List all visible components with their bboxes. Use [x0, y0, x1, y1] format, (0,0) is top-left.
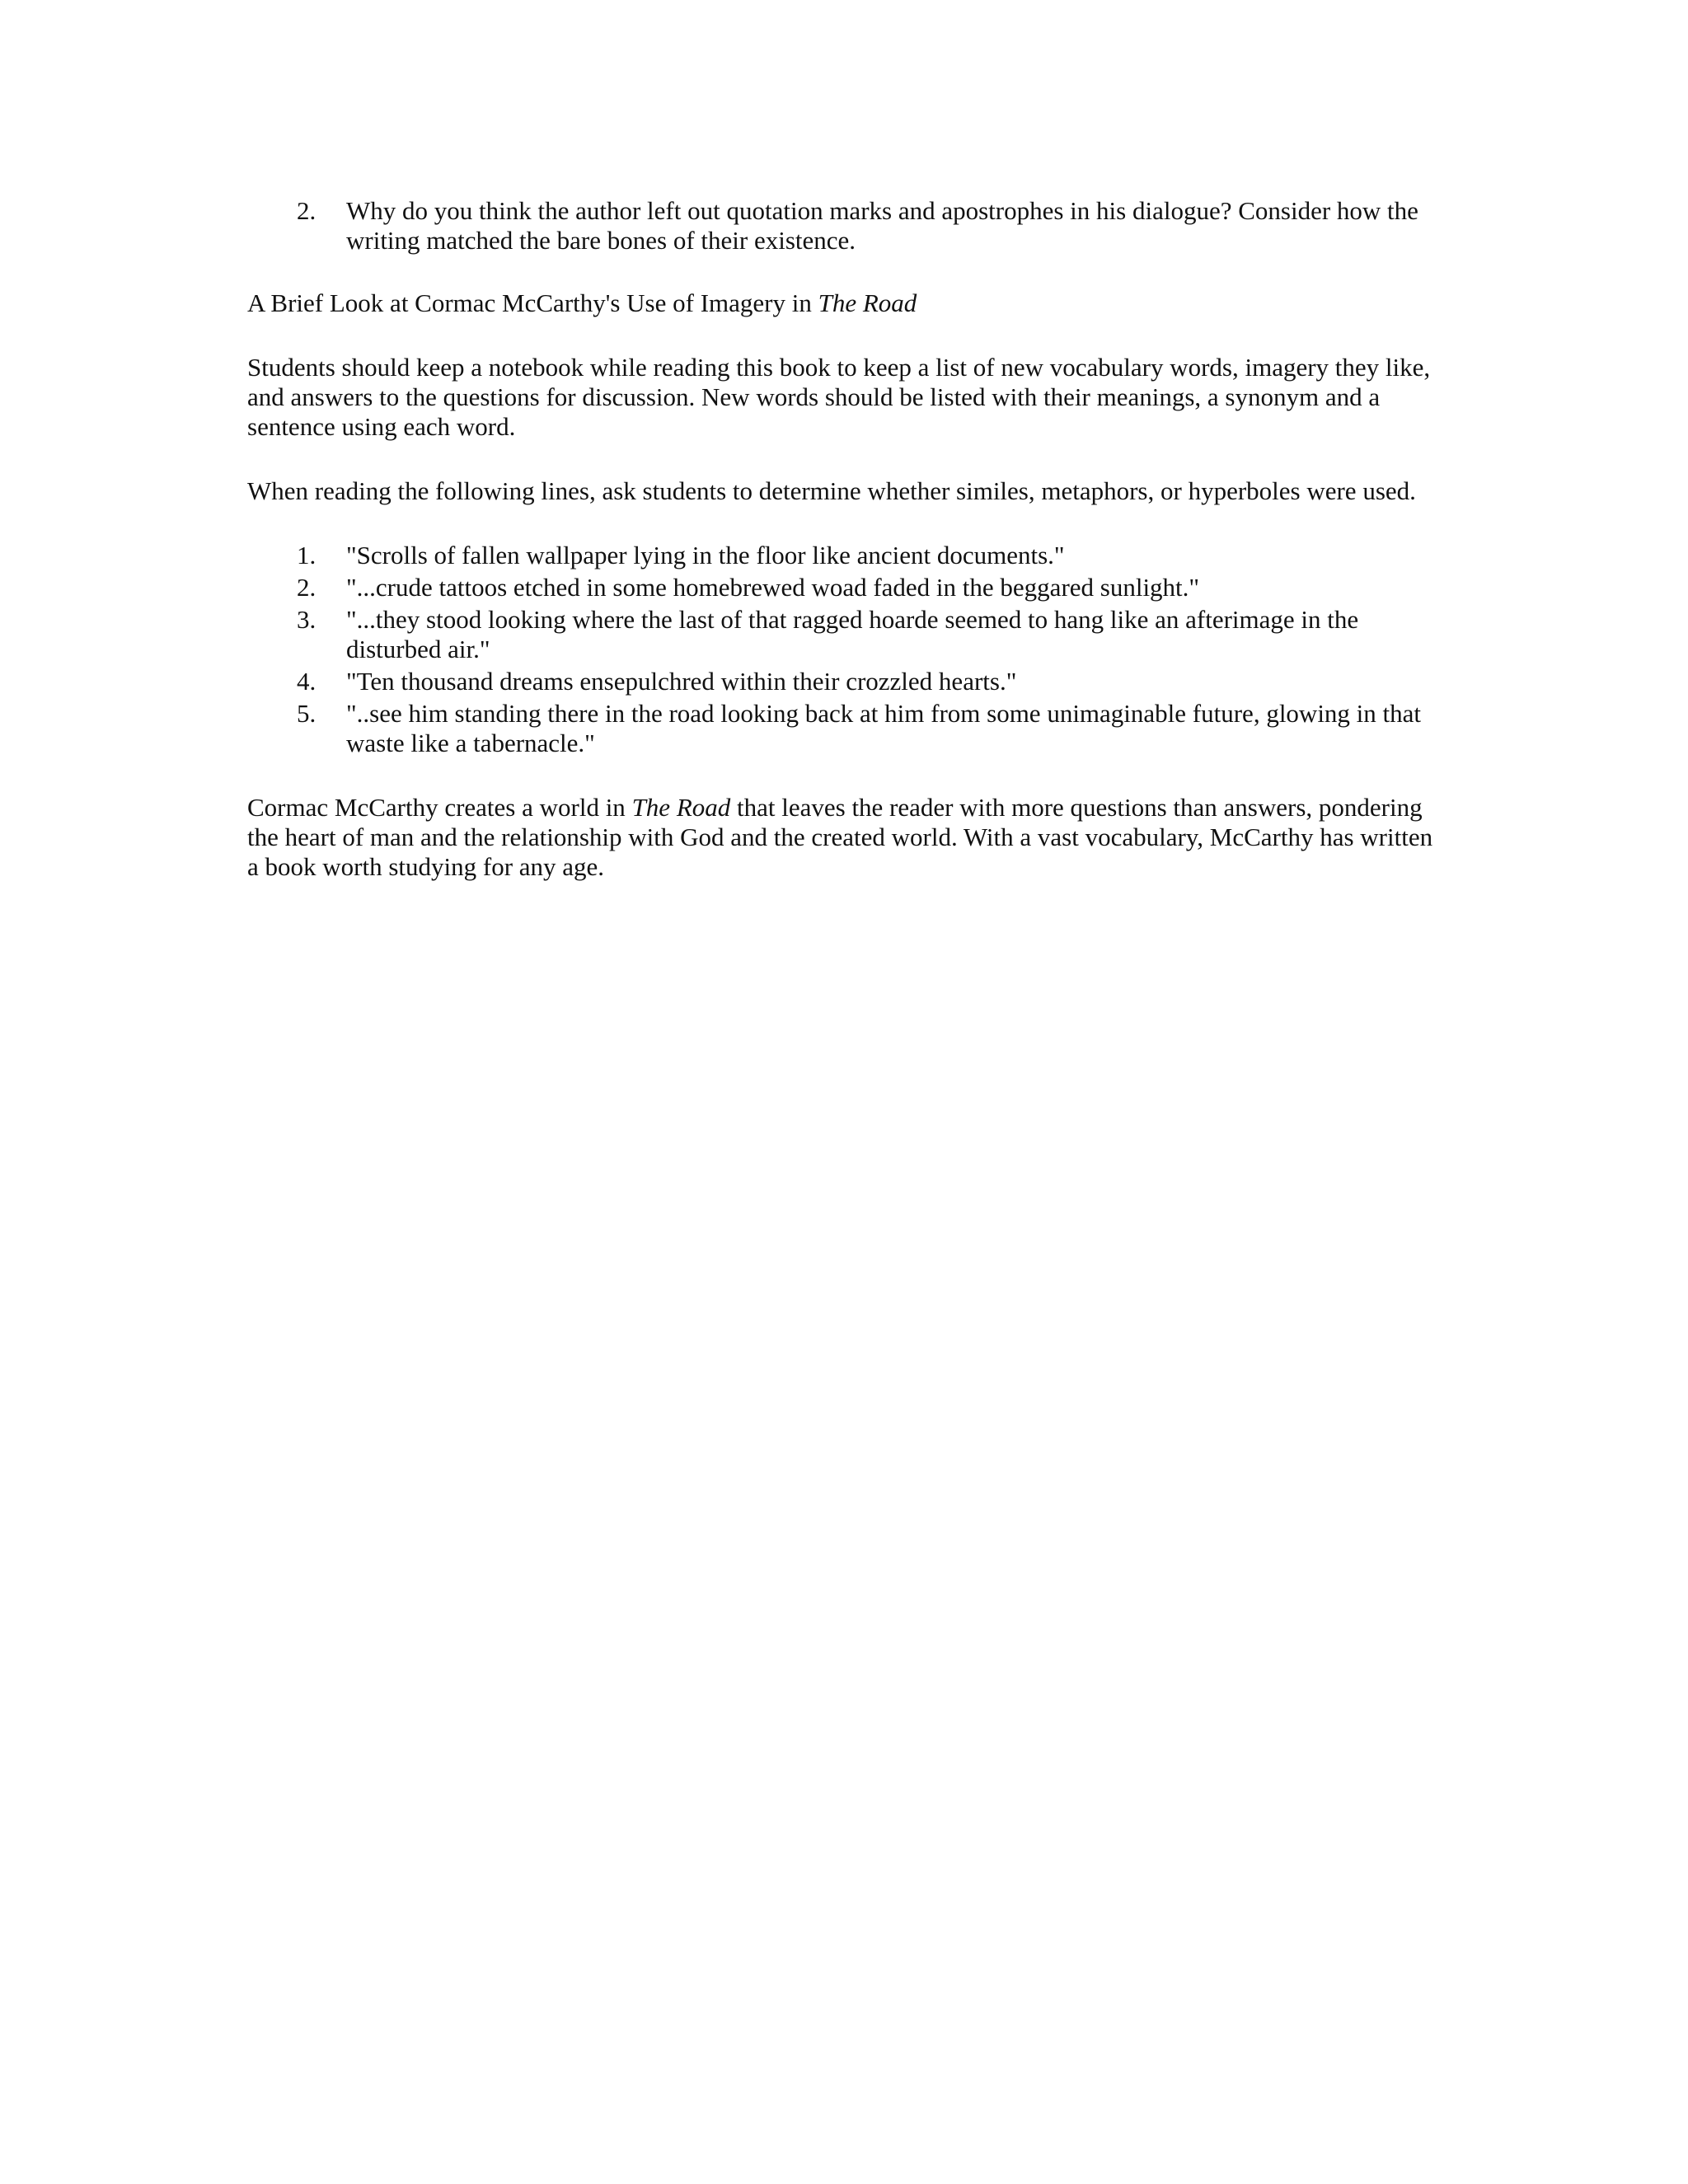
notebook-paragraph: Students should keep a notebook while reading this book to keep a list of new vocabulary words, imagery they like, and answers to the questions for discussion. New words should be listed with their meanings, a synonym and a sentence using each word.: [247, 353, 1431, 441]
list-item-number: 2.: [297, 573, 316, 602]
imagery-quotes-list: [247, 541, 1434, 758]
list-item-text: "Scrolls of fallen wallpaper lying in the floor like ancient documents.": [346, 541, 1065, 569]
list-item: [247, 667, 1434, 696]
list-item-number: 4.: [297, 667, 316, 696]
conclusion-book-title: The Road: [631, 793, 731, 822]
list-item-text: "..see him standing there in the road looking back at him from some unimaginable future, glowing in that waste like a tabernacle.": [346, 699, 1422, 757]
list-item-text: "...crude tattoos etched in some homebrewed woad faded in the beggared sunlight.": [346, 573, 1200, 602]
list-item: [247, 573, 1434, 602]
list-item: [247, 699, 1434, 758]
list-item-text: "...they stood looking where the last of that ragged hoarde seemed to hang like an afterimage in the disturbed air.": [346, 605, 1359, 663]
conclusion-text-start: Cormac McCarthy creates a world in: [247, 793, 632, 822]
conclusion-paragraph: [247, 793, 1434, 882]
list-item-number: 1.: [297, 541, 316, 569]
heading-book-title: The Road: [818, 288, 917, 317]
section-heading: [247, 288, 1434, 318]
instructions-paragraph: When reading the following lines, ask students to determine whether similes, metaphors, or hyperboles were used.: [247, 476, 1416, 505]
list-item-number: 3.: [297, 605, 316, 634]
list-item-number: 5.: [297, 699, 316, 728]
list-item: [247, 605, 1434, 664]
list-item: [247, 196, 1434, 255]
discussion-questions-list: [247, 196, 1434, 255]
list-item-text: Why do you think the author left out quotation marks and apostrophes in his dialogue? Consider how the writing matched the bare bones of their existence.: [346, 196, 1418, 255]
list-item: [247, 541, 1434, 570]
heading-text: A Brief Look at Cormac McCarthy's Use of Imagery in: [247, 288, 818, 317]
document-content: [247, 196, 1434, 882]
list-item-number: 2.: [297, 196, 316, 225]
conclusion-text-end: that leaves the reader with more questions than answers, pondering the heart of man and the relationship with God and the created world. With a vast vocabulary, McCarthy has written a book worth studying for any age.: [247, 793, 1433, 881]
list-item-text: "Ten thousand dreams ensepulchred within their crozzled hearts.": [346, 667, 1017, 696]
